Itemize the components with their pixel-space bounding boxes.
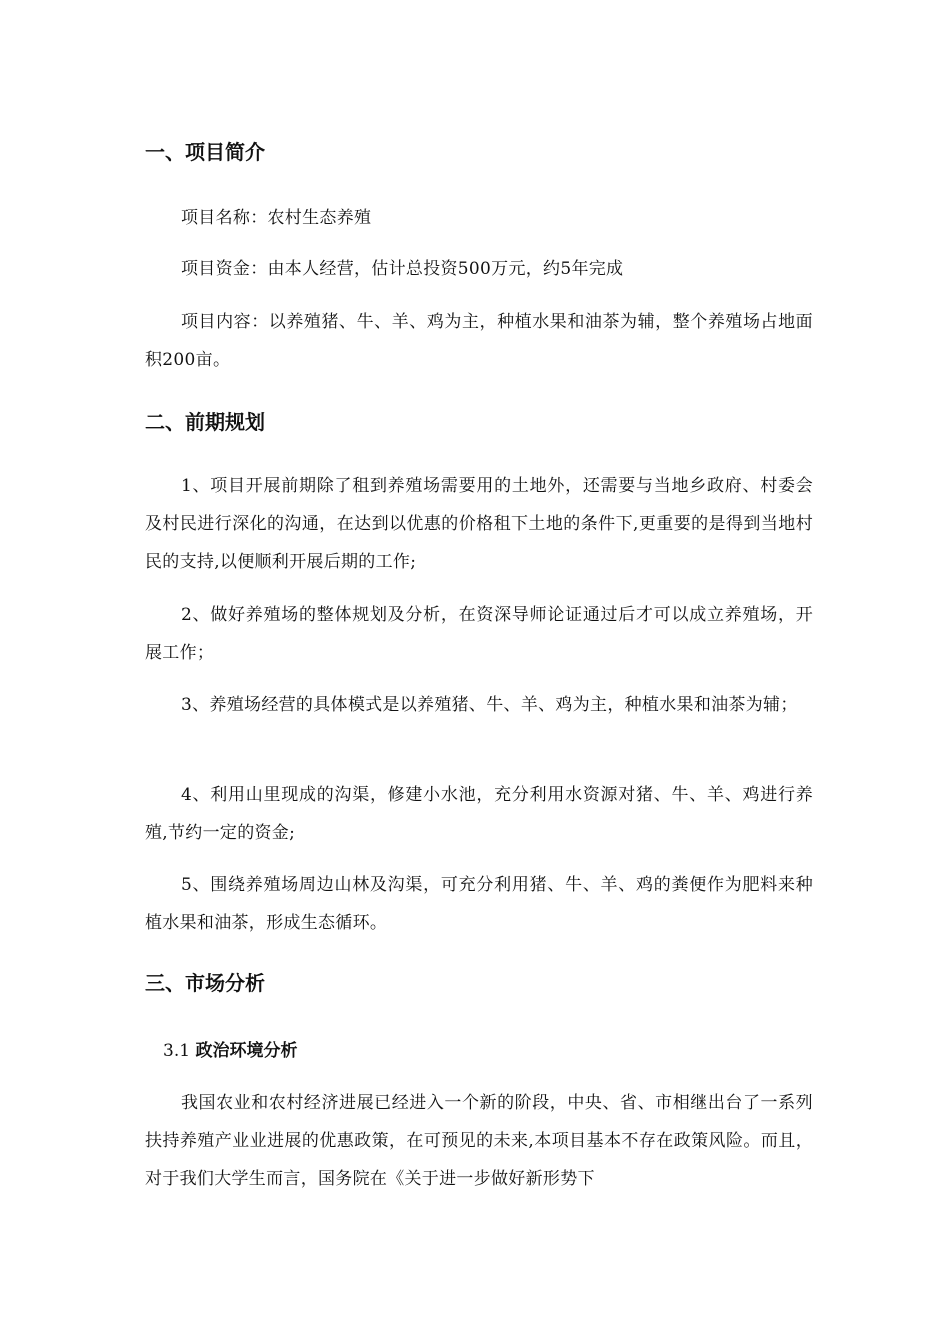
section-heading-intro: 一、项目简介 [145,140,265,164]
subsection-number: 3.1 [163,1041,191,1061]
paragraph-project-content: 项目内容：以养殖猪、牛、羊、鸡为主，种植水果和油茶为辅，整个养殖场占地面积200亩。 [145,312,813,370]
section-heading-planning: 二、前期规划 [145,410,265,434]
paragraph-project-name: 项目名称：农村生态养殖 [181,208,372,228]
subsection-heading-political [163,1039,297,1063]
subsection-title: 政治环境分析 [195,1041,298,1061]
paragraph-political-analysis: 我国农业和农村经济进展已经进入一个新的阶段，中央、省、市相继出台了一系列扶持养殖产业业进展的优惠政策，在可预见的未来,本项目基本不存在政策风险。而且，对于我们大学生而言，国务院在《关于进一步做好新形势下 [145,1093,813,1189]
paragraph-plan-5: 5、围绕养殖场周边山林及沟渠，可充分利用猪、牛、羊、鸡的粪便作为肥料来种植水果和油茶，形成生态循环。 [145,875,813,933]
paragraph-plan-4: 4、利用山里现成的沟渠，修建小水池，充分利用水资源对猪、牛、羊、鸡进行养殖,节约一定的资金; [145,785,813,843]
paragraph-plan-1: 1、项目开展前期除了租到养殖场需要用的土地外，还需要与当地乡政府、村委会及村民进行深化的沟通，在达到以优惠的价格租下土地的条件下,更重要的是得到当地村民的支持,以便顺利开展后期的工作; [145,476,813,572]
paragraph-plan-3: 3、养殖场经营的具体模式是以养殖猪、牛、羊、鸡为主，种植水果和油茶为辅； [181,695,798,715]
paragraph-plan-2: 2、做好养殖场的整体规划及分析，在资深导师论证通过后才可以成立养殖场，开展工作； [145,605,813,663]
paragraph-project-funding: 项目资金：由本人经营，估计总投资500万元，约5年完成 [181,259,624,279]
section-heading-market: 三、市场分析 [145,971,265,995]
